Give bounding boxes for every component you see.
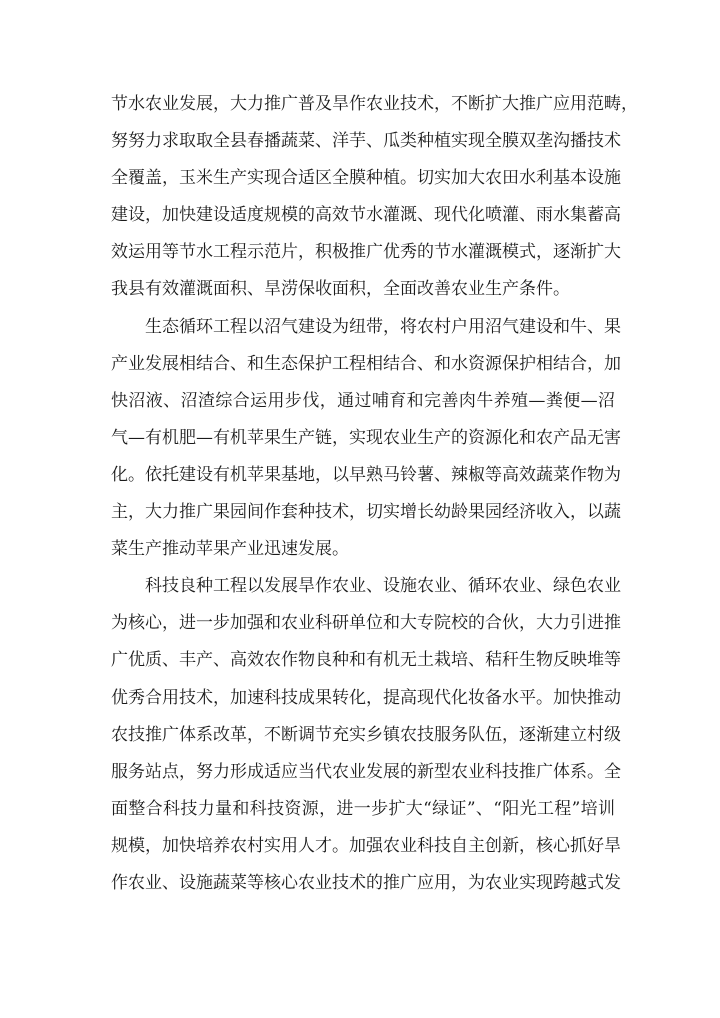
text-line: 效运用等节水工程示范片，积极推广优秀的节水灌溉模式，逐渐扩大	[111, 242, 621, 263]
text-line: 规模，加快培养农村实用人才。加强农业科技自主创新，核心抓好旱	[111, 835, 621, 856]
text-line: 作农业、设施蔬菜等核心农业技术的推广应用，为农业实现跨越式发	[111, 872, 621, 893]
text-line: 面整合科技力量和科技资源，进一步扩大“绿证”、“阳光工程”培训	[111, 798, 615, 819]
text-line: 气—有机肥—有机苹果生产链，实现农业生产的资源化和农产品无害	[111, 427, 621, 448]
text-line: 产业发展相结合、和生态保护工程相结合、和水资源保护相结合，加	[111, 353, 621, 374]
text-line: 广优质、丰产、高效农作物良种和有机无土栽培、秸秆生物反映堆等	[111, 650, 621, 671]
text-line: 主，大力推广果园间作套种技术，切实增长幼龄果园经济收入，以蔬	[111, 502, 621, 523]
text-line: 化。依托建设有机苹果基地，以早熟马铃薯、辣椒等高效蔬菜作物为	[111, 464, 621, 485]
paragraph-1	[111, 86, 638, 309]
text-line: 快沼液、沼渣综合运用步伐，通过哺育和完善肉牛养殖—粪便—沼	[111, 390, 615, 411]
text-line: 努努力求取取全县春播蔬菜、洋芋、瓜类种植实现全膜双垄沟播技术	[111, 131, 621, 152]
text-line: 为核心，进一步加强和农业科研单位和大专院校的合伙，大力引进推	[111, 613, 621, 634]
text-line: 优秀合用技术，加速科技成果转化，提高现代化妆备水平。加快推动	[111, 687, 621, 708]
text-line: 全覆盖，玉米生产实现合适区全膜种植。切实加大农田水利基本设施	[111, 168, 621, 189]
text-line: 服务站点，努力形成适应当代农业发展的新型农业科技推广体系。全	[111, 761, 621, 782]
text-line: 生态循环工程以沼气建设为纽带，将农村户用沼气建设和牛、果	[145, 316, 621, 337]
paragraph-3	[111, 568, 621, 902]
text-line: 科技良种工程以发展旱作农业、设施农业、循环农业、绿色农业	[145, 576, 621, 597]
body-text	[111, 86, 638, 902]
text-line: 我县有效灌溉面积、旱涝保收面积，全面改善农业生产条件。	[111, 279, 570, 300]
text-line: 农技推广体系改革，不断调节充实乡镇农技服务队伍，逐渐建立村级	[111, 724, 621, 745]
text-line: 节水农业发展，大力推广普及旱作农业技术，不断扩大推广应用范畴，	[111, 94, 638, 114]
text-line: 建设，加快建设适度规模的高效节水灌溉、现代化喷灌、雨水集蓄高	[111, 205, 621, 226]
paragraph-2	[111, 309, 621, 569]
text-line: 菜生产推动苹果产业迅速发展。	[111, 539, 349, 560]
